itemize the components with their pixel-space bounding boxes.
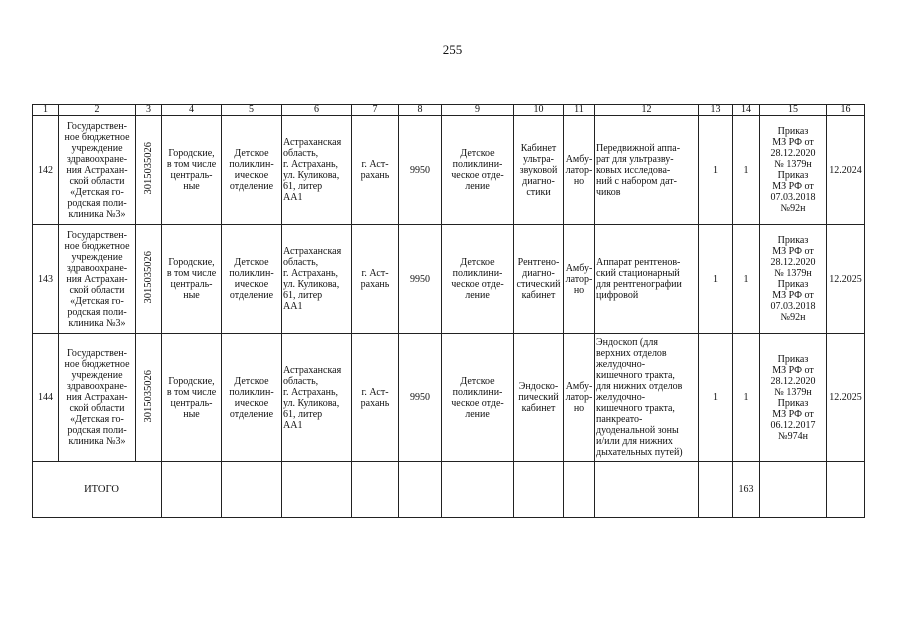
empty-cell	[352, 462, 399, 518]
equipment-cell: Аппарат рентгенов- ский стационарный для рентгенографии цифровой	[595, 225, 699, 334]
address-cell: Астраханская область, г. Астрахань, ул. Куликова, 61, литер АА1	[282, 225, 352, 334]
row-number: 142	[33, 116, 59, 225]
empty-cell	[222, 462, 282, 518]
cabinet-cell: Кабинет ультра- звуковой диагно- стики	[514, 116, 564, 225]
header-cell: 9	[442, 105, 514, 116]
date-cell: 12.2024	[827, 116, 865, 225]
subdivision-cell: Детское поликлини- ческое отде- ление	[442, 225, 514, 334]
equipment-table	[32, 104, 865, 518]
header-cell: 16	[827, 105, 865, 116]
organization-cell: Государствен- ное бюджетное учреждение здравоохране- ния Астрахан- ской области «Детская го- родская поли- клиника №3»	[59, 334, 136, 462]
organization-cell: Государствен- ное бюджетное учреждение здравоохране- ния Астрахан- ской области «Детская го- родская поли- клиника №3»	[59, 225, 136, 334]
header-cell: 13	[699, 105, 733, 116]
empty-cell	[827, 462, 865, 518]
quantity-cell: 1	[733, 225, 760, 334]
cabinet-cell: Рентгено- диагно- стический кабинет	[514, 225, 564, 334]
cabinet-cell: Эндоско- пический кабинет	[514, 334, 564, 462]
zone-cell: 9950	[399, 225, 442, 334]
header-row	[33, 105, 865, 116]
order-cell: Приказ МЗ РФ от 28.12.2020 № 1379н Приказ МЗ РФ от 06.12.2017 №974н	[760, 334, 827, 462]
row-number: 144	[33, 334, 59, 462]
org-code: 3015035026	[143, 369, 154, 423]
mode-cell: Амбу- латор- но	[564, 225, 595, 334]
code-cell	[136, 116, 162, 225]
city-type-cell: Городские, в том числе централь- ные	[162, 334, 222, 462]
org-code: 3015035026	[143, 142, 154, 195]
quantity-cell: 1	[699, 334, 733, 462]
department-cell: Детское поликлин- ическое отделение	[222, 225, 282, 334]
header-cell: 2	[59, 105, 136, 116]
empty-cell	[282, 462, 352, 518]
empty-cell	[399, 462, 442, 518]
order-cell: Приказ МЗ РФ от 28.12.2020 № 1379н Приказ МЗ РФ от 07.03.2018 №92н	[760, 116, 827, 225]
empty-cell	[564, 462, 595, 518]
mode-cell: Амбу- латор- но	[564, 334, 595, 462]
quantity-cell: 1	[699, 225, 733, 334]
total-row	[33, 462, 865, 518]
org-code: 3015035026	[143, 251, 154, 304]
address-cell: Астраханская область, г. Астрахань, ул. Куликова, 61, литер АА1	[282, 116, 352, 225]
table-row	[33, 116, 865, 225]
code-cell	[136, 334, 162, 462]
address-cell: Астраханская область, г. Астрахань, ул. Куликова, 61, литер АА1	[282, 334, 352, 462]
header-cell: 5	[222, 105, 282, 116]
city-cell: г. Аст- рахань	[352, 116, 399, 225]
city-type-cell: Городские, в том числе централь- ные	[162, 116, 222, 225]
empty-cell	[760, 462, 827, 518]
table-row	[33, 225, 865, 334]
code-cell	[136, 225, 162, 334]
subdivision-cell: Детское поликлини- ческое отде- ление	[442, 116, 514, 225]
mode-cell: Амбу- латор- но	[564, 116, 595, 225]
equipment-cell: Эндоскоп (для верхних отделов желудочно- кишечного тракта, для нижних отделов желудочно- кишечного тракта, панкреато- дуоденальной зоны и/или для нижних дыхательных путей)	[595, 334, 699, 462]
order-cell: Приказ МЗ РФ от 28.12.2020 № 1379н Приказ МЗ РФ от 07.03.2018 №92н	[760, 225, 827, 334]
quantity-cell: 1	[733, 334, 760, 462]
total-value: 163	[733, 462, 760, 518]
header-cell: 14	[733, 105, 760, 116]
quantity-cell: 1	[733, 116, 760, 225]
empty-cell	[595, 462, 699, 518]
page-number: 255	[442, 42, 463, 57]
header-cell: 4	[162, 105, 222, 116]
department-cell: Детское поликлин- ическое отделение	[222, 334, 282, 462]
empty-cell	[162, 462, 222, 518]
row-number: 143	[33, 225, 59, 334]
table-row	[33, 334, 865, 462]
equipment-cell: Передвижной аппа- рат для ультразву- ковых исследова- ний с набором дат- чиков	[595, 116, 699, 225]
city-cell: г. Аст- рахань	[352, 334, 399, 462]
header-cell: 6	[282, 105, 352, 116]
date-cell: 12.2025	[827, 334, 865, 462]
zone-cell: 9950	[399, 116, 442, 225]
zone-cell: 9950	[399, 334, 442, 462]
empty-cell	[514, 462, 564, 518]
subdivision-cell: Детское поликлини- ческое отде- ление	[442, 334, 514, 462]
header-cell: 7	[352, 105, 399, 116]
empty-cell	[442, 462, 514, 518]
header-cell: 12	[595, 105, 699, 116]
header-cell: 10	[514, 105, 564, 116]
city-cell: г. Аст- рахань	[352, 225, 399, 334]
header-cell: 15	[760, 105, 827, 116]
organization-cell: Государствен- ное бюджетное учреждение здравоохране- ния Астрахан- ской области «Детская го- родская поли- клиника №3»	[59, 116, 136, 225]
empty-cell	[699, 462, 733, 518]
date-cell: 12.2025	[827, 225, 865, 334]
total-label: ИТОГО	[33, 462, 162, 518]
header-cell: 11	[564, 105, 595, 116]
quantity-cell: 1	[699, 116, 733, 225]
header-cell: 3	[136, 105, 162, 116]
city-type-cell: Городские, в том числе централь- ные	[162, 225, 222, 334]
header-cell: 8	[399, 105, 442, 116]
header-cell: 1	[33, 105, 59, 116]
department-cell: Детское поликлин- ическое отделение	[222, 116, 282, 225]
